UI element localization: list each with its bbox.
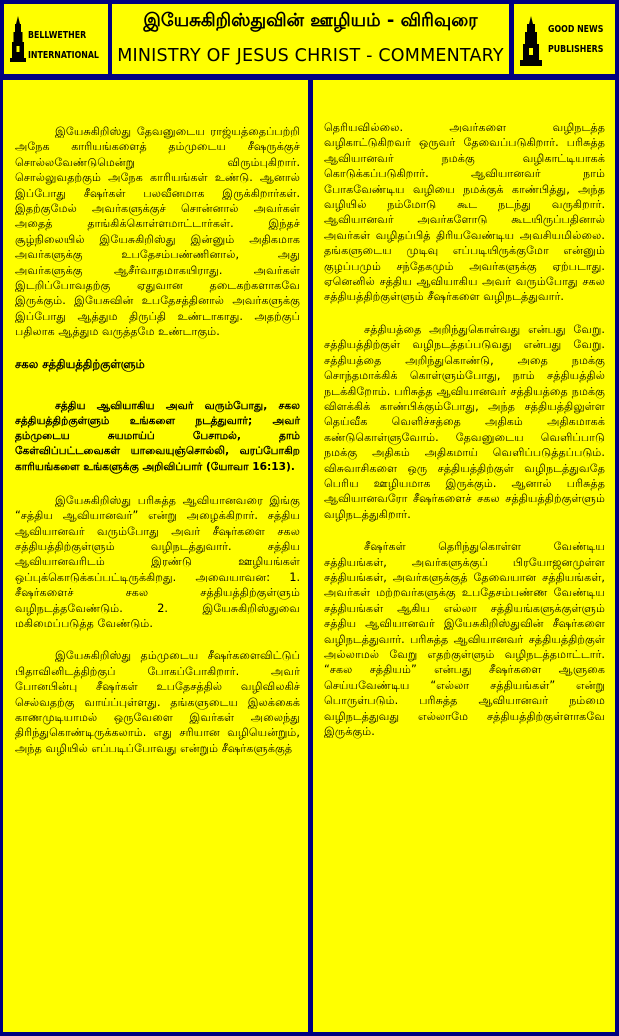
title-box bbox=[112, 4, 509, 74]
paragraph: இயேசுகிறிஸ்து பரிசுத்த ஆவியானவரை இங்கு “சத்திய ஆவியானவர்” என்று அழைக்கிறார். சத்திய ஆவியானவர் வரும்போது அவர் சீஷர்களை சகல சத்தியத்திற்குள்ளும் வழிநடத்துவார். சத்திய ஆவியானவரிடம் இரண்டு ஊழியங்கள் ஒப்புக்கொடுக்கப்பட்டிருக்கிறது. அவையாவன: 1. சீஷர்களைச் சகல சத்தியத்திற்குள்ளும் வழிநடத்தவேண்டும். 2. இயேசுகிறிஸ்துவை மகிமைப்படுத்த வேண்டும். bbox=[15, 493, 300, 630]
logo-line-2: INTERNATIONAL bbox=[28, 50, 99, 61]
good-news-logo-text bbox=[548, 20, 603, 60]
bellwether-logo-text bbox=[28, 26, 99, 66]
left-column bbox=[3, 80, 308, 1032]
paragraph: சத்தியத்தை அறிந்துகொள்வது என்பது வேறு. சத்தியத்திற்குள் வழிநடத்தப்படுவது என்பது வேறு. சத்தியத்தை அறிந்துகொண்டு, அதை நமக்கு சொந்தமாக்கிக் கொள்ளும்போது, நாம் சத்தியத்தில் நடக்கிறோம். பரிசுத்த ஆவியானவர் சத்தியத்தை நமக்கு விளக்கிக் காண்பிக்கும்போது, அந்த சத்தியத்திலுள்ள தெய்வீக வெளிச்சத்தை அதிகம் அதிகமாகக் கண்டுகொள்ளுவோம். தேவனுடைய வெளிப்பாடு நமக்கு அதிகம் அதிகமாய் வெளிப்படுத்தப்படும். விசுவாசிகளை ஒரு சத்தியத்திற்குள் வழிநடத்துவதே பெரிய ஊழியமாக இருக்கும். ஆனால் பரிசுத்த ஆவியானவரோ சீஷர்களைச் சகல சத்தியத்திற்குள்ளும் வழிநடத்துகிறார். bbox=[324, 322, 605, 521]
paragraph: இயேசுகிறிஸ்து தம்முடைய சீஷர்களைவிட்டுப் பிதாவினிடத்திற்குப் போகப்போகிறார். அவர் போனபின்பு சீஷர்கள் உபதேசத்தில் வழிவிலகிச் செல்வதற்கு வாய்ப்புள்ளது. தங்களுடைய இலக்கைக் காணமுடியாமல் ஒருவேளை இவர்கள் அலைந்து திரிந்துகொண்டிருக்கலாம். எது சரியான வழியென்றும், அந்த வழியில் எப்படிப்போவது என்றும் சீஷர்களுக்குத் bbox=[15, 649, 300, 755]
paragraph: சீஷர்கள் தெரிந்துகொள்ள வேண்டிய சத்தியங்கள், அவர்களுக்குப் பிரயோஜனமுள்ள சத்தியங்கள், அவர்களுக்குத் தேவையான சத்தியங்கள், அவர்கள் மற்றவர்களுக்கு உபதேசம்பண்ண வேண்டிய சத்தியங்கள் ஆகிய எல்லா சத்தியங்களுக்குள்ளும் சத்திய ஆவியானவர் இயேசுகிறிஸ்துவின் சீஷர்களை வழிநடத்துவார். பரிசுத்த ஆவியானவர் சத்தியத்திற்குள் அல்லாமல் வேறு எதற்குள்ளும் வழிநடத்தமாட்டார். “சகல சத்தியம்” என்பது சீஷர்களை ஆளுகை செய்யவேண்டிய “எல்லா சத்தியங்கள்” என்று பொருள்படும். பரிசுத்த ஆவியானவர் நம்மை வழிநடத்துவது எல்லாமே சத்தியத்திற்குள்ளாகவே இருக்கும். bbox=[324, 540, 605, 739]
logo-line-1: BELLWETHER bbox=[28, 30, 87, 41]
tower-icon bbox=[520, 16, 542, 66]
paragraph: இயேசுகிறிஸ்து தேவனுடைய ராஜ்யத்தைப்பற்றி அநேக காரியங்களைத் தம்முடைய சீஷருக்குச் சொல்லவேண்டுமென்று விரும்புகிறார். சொல்லுவதற்கும் அநேக காரியங்கள் உண்டு. ஆனால் இப்போது சீஷர்கள் பலவீனமாக இருக்கிறார்கள். இதற்குமேல் அவர்களுக்குச் சொன்னால் அவர்கள் அதைத் தாங்கிக்கொள்ளமாட்டார்கள். இந்தச் சூழ்நிலையில் இயேசுகிறிஸ்து இன்னும் அதிகமாக அவர்களுக்கு உபதேசம்பண்ணினால், அது அவர்களுக்கு ஆசீர்வாதமாகயிராது. அவர்கள் இடறிப்போவதற்கு ஏதுவான தடைகற்களாகவே இருக்கும். இயேசுவின் உபதேசத்தினால் அவர்களுக்கு இப்போது ஆத்தும திருப்தி உண்டாகாது. அதற்குப் பதிலாக ஆத்தும வருத்தமே உண்டாகும். bbox=[15, 125, 300, 339]
page-title-english: MINISTRY OF JESUS CHRIST - COMMENTARY bbox=[117, 46, 504, 66]
right-column bbox=[313, 80, 615, 1032]
scripture-quote: சத்திய ஆவியாகிய அவர் வரும்போது, சகல சத்தியத்திற்குள்ளும் உங்களை நடத்துவார்; அவர் தம்முடைய சுயமாய்ப் பேசாமல், தாம் கேள்விப்பட்டவைகள் யாவையுஞ்சொல்லி, வரப்போகிற காரியங்களை உங்களுக்கு அறிவிப்பார் (யோவா 16:13). bbox=[15, 399, 300, 473]
logo-line-2: PUBLISHERS bbox=[548, 44, 604, 55]
header-bar bbox=[0, 0, 619, 78]
bell-tower-icon bbox=[10, 16, 26, 62]
section-heading: சகல சத்தியத்திற்குள்ளும் bbox=[15, 356, 145, 371]
good-news-logo bbox=[514, 4, 615, 74]
page-title-tamil: இயேசுகிறிஸ்துவின் ஊழியம் - விரிவுரை bbox=[143, 10, 478, 31]
paragraph: தெரியவில்லை. அவர்களை வழிநடத்த வழிகாட்டுகிறவர் ஒருவர் தேவைப்படுகிறார். பரிசுத்த ஆவியானவர் நமக்கு வழிகாட்டியாகக் கொடுக்கப்படுகிறார். ஆவியானவர் நாம் போகவேண்டிய வழியை நமக்குக் காண்பித்து, அந்த வழியில் நம்மோடு கூட நடந்து வருகிறார். ஆவியானவர் அவர்களோடு கூடயிருப்பதினால் அவர்கள் வழிதப்பித் திரியவேண்டிய அவசியமில்லை. தங்களுடைய முடிவு எப்படியிருக்குமோ என்னும் குழப்பமும் சந்தேகமும் அவர்களுக்கு ஏற்படாது. ஏனெனில் சத்திய ஆவியாகிய அவர் வரும்போது சகல சத்தியத்திற்குள்ளும் சீஷர்களை வழிநடத்துவார். bbox=[324, 121, 605, 304]
bellwether-logo bbox=[4, 4, 108, 74]
logo-line-1: GOOD NEWS bbox=[548, 24, 604, 35]
